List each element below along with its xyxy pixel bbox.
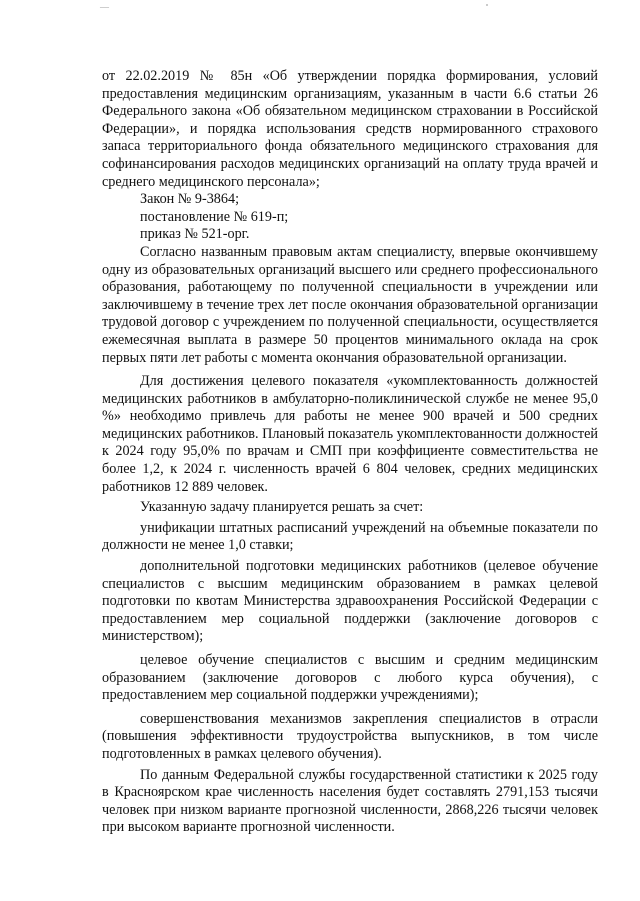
paragraph-order-reference: от 22.02.2019 № 85н «Об утверждении порядка формирования, условий предоставления медицинским организациям, указанным в части 6.6 статьи 26 Федерального закона «Об обязательном медицинском страховании в Российской Федерации», и порядка использования средств нормированного страхового запаса территориального фонда обязательного медицинского страхования для софинансирования расходов медицинских организаций на оплату труда врачей и среднего медицинского персонала»; bbox=[102, 68, 598, 190]
document-body bbox=[102, 68, 598, 837]
paragraph-target-indicator: Для достижения целевого показателя «укомплектованность должностей медицинских работников в амбулаторно-поликлинической службе не менее 95,0 %» необходимо привлечь для работы не менее 900 врачей и 500 средних медицинских работников. Плановый показатель укомплектованности должностей к 2024 году 95,0% по врачам и СМП при коэффициенте совместительства не более 1,2, к 2024 г. численность врачей 6 804 человек, средних медицинских работников 12 889 человек. bbox=[102, 373, 598, 495]
paragraph-additional-training: дополнительной подготовки медицинских работников (целевое обучение специалистов с высшим медицинским образованием в рамках целевой подготовки по квотам Министерства здравоохранения Российской Федерации с предоставлением мер социальной поддержки (заключение договоров с министерством); bbox=[102, 558, 598, 645]
paragraph-payment: Согласно названным правовым актам специалисту, впервые окончившему одну из образовательных организаций высшего или среднего профессионального образования, работающему по полученной специальности в учреждении или заключившему в течение трех лет после окончания образовательной организации трудовой договор с учреждением по полученной специальности, осуществляется ежемесячная выплата в размере 50 процентов минимального оклада на срок первых пяти лет работы с момента окончания образовательной организации. bbox=[102, 243, 598, 366]
scan-dot bbox=[486, 4, 488, 6]
list-item-order: приказ № 521-орг. bbox=[140, 226, 250, 243]
paragraph-unification: унификации штатных расписаний учреждений на объемные показатели по должности не менее 1,0 ставки; bbox=[102, 519, 598, 554]
page-top-mark: — bbox=[100, 2, 109, 12]
paragraph-retention: совершенствования механизмов закрепления специалистов в отрасли (повышения эффективности трудоустройства выпускников, в том числе подготовленных в рамках целевого обучения). bbox=[102, 710, 598, 762]
paragraph-task-intro: Указанную задачу планируется решать за счет: bbox=[140, 499, 424, 516]
paragraph-population-forecast: По данным Федеральной службы государственной статистики к 2025 году в Красноярском крае численность населения будет составлять 2791,153 тысячи человек при низком варианте прогнозной численности, 2868,226 тысячи человек при высоком варианте прогнозной численности. bbox=[102, 766, 598, 836]
list-item-law: Закон № 9-3864; bbox=[140, 191, 240, 208]
paragraph-targeted-education: целевое обучение специалистов с высшим и средним медицинским образованием (заключение договоров с любого курса обучения), с предоставлением мер социальной поддержки учреждениями); bbox=[102, 652, 598, 704]
list-item-resolution: постановление № 619-п; bbox=[140, 208, 289, 225]
